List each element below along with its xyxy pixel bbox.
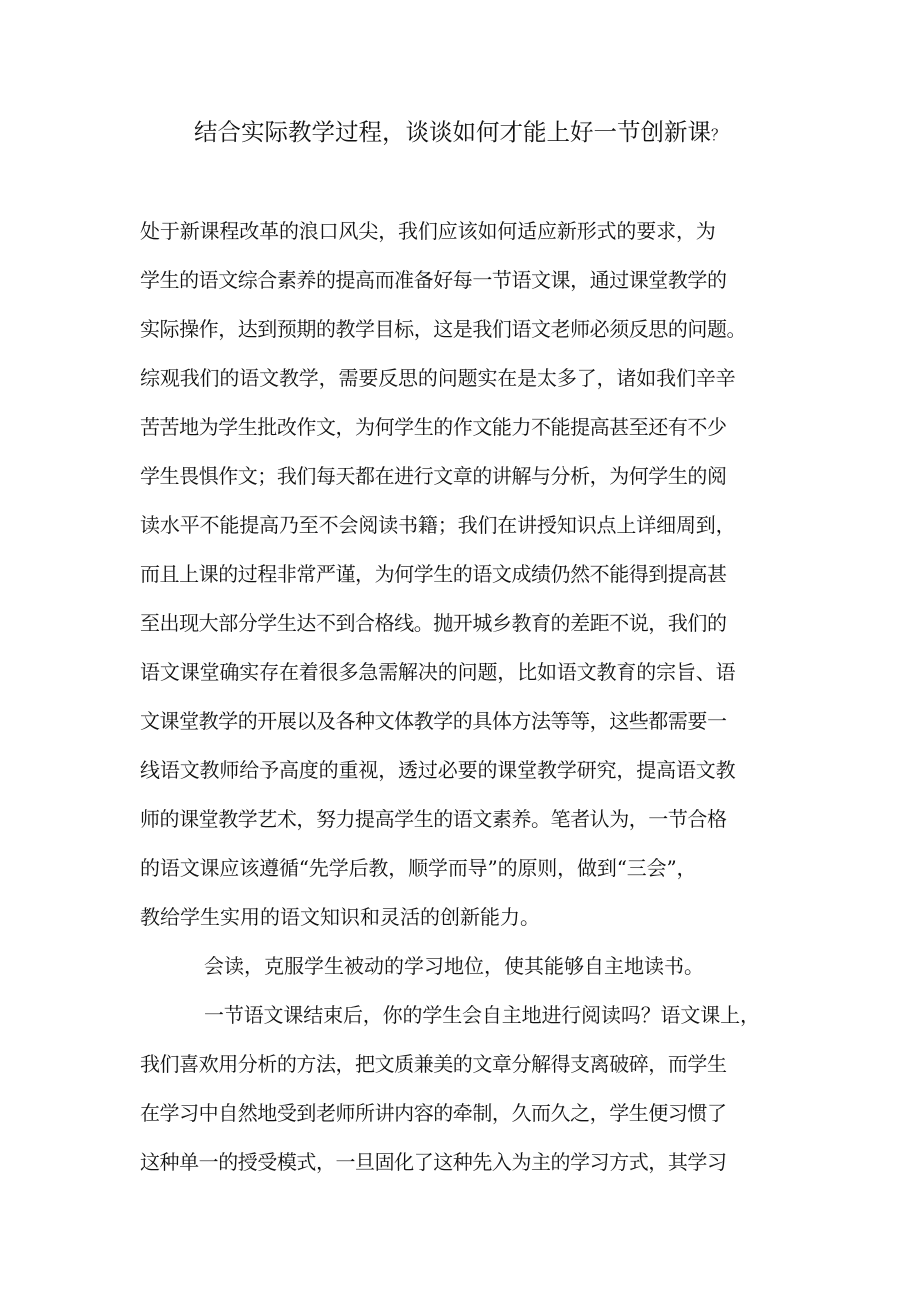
body-line-19: 在学习中自然地受到老师所讲内容的牵制，久而久之，学生便习惯了 <box>140 1101 727 1125</box>
body-line-16: 会读，克服学生被动的学习地位，使其能够自主地读书。 <box>204 954 704 978</box>
body-line-17: 一节语文课结束后，你的学生会自主地进行阅读吗？语文课上， <box>204 1003 760 1027</box>
body-line-5: 苦苦地为学生批改作文，为何学生的作文能力不能提高甚至还有不少 <box>140 415 727 439</box>
body-line-15: 教给学生实用的语文知识和灵活的创新能力。 <box>140 905 540 929</box>
body-line-2: 学生的语文综合素养的提高而准备好每一节语文课，通过课堂教学的 <box>140 268 727 292</box>
body-line-20: 这种单一的授受模式，一旦固化了这种先入为主的学习方式，其学习 <box>140 1150 727 1174</box>
document-title-text: 结合实际教学过程，谈谈如何才能上好一节创新课 <box>193 118 711 146</box>
body-line-4: 综观我们的语文教学，需要反思的问题实在是太多了，诸如我们辛辛 <box>140 366 736 390</box>
body-line-6: 学生畏惧作文；我们每天都在进行文章的讲解与分析，为何学生的阅 <box>140 464 727 488</box>
body-line-3: 实际操作，达到预期的教学目标，这是我们语文老师必须反思的问题。 <box>140 317 747 341</box>
document-title-suffix: ？ <box>710 126 726 144</box>
body-line-11: 文课堂教学的开展以及各种文体教学的具体方法等等，这些都需要一 <box>140 709 727 733</box>
body-line-1: 处于新课程改革的浪口风尖，我们应该如何适应新形式的要求，为 <box>140 219 716 243</box>
body-line-10: 语文课堂确实存在着很多急需解决的问题，比如语文教育的宗旨、语 <box>140 660 736 684</box>
body-line-12: 线语文教师给予高度的重视，透过必要的课堂教学研究，提高语文教 <box>140 758 736 782</box>
body-line-7: 读水平不能提高乃至不会阅读书籍；我们在讲授知识点上详细周到， <box>140 513 736 537</box>
body-line-18: 我们喜欢用分析的方法，把文质兼美的文章分解得支离破碎，而学生 <box>140 1052 727 1076</box>
body-line-13: 师的课堂教学艺术，努力提高学生的语文素养。笔者认为，一节合格 <box>140 807 727 831</box>
document-title <box>0 112 920 155</box>
body-line-14: 的语文课应该遵循“先学后教，顺学而导”的原则，做到“三会”， <box>140 856 697 880</box>
body-line-9: 至出现大部分学生达不到合格线。抛开城乡教育的差距不说，我们的 <box>140 611 727 635</box>
body-line-8: 而且上课的过程非常严谨，为何学生的语文成绩仍然不能得到提高甚 <box>140 562 727 586</box>
